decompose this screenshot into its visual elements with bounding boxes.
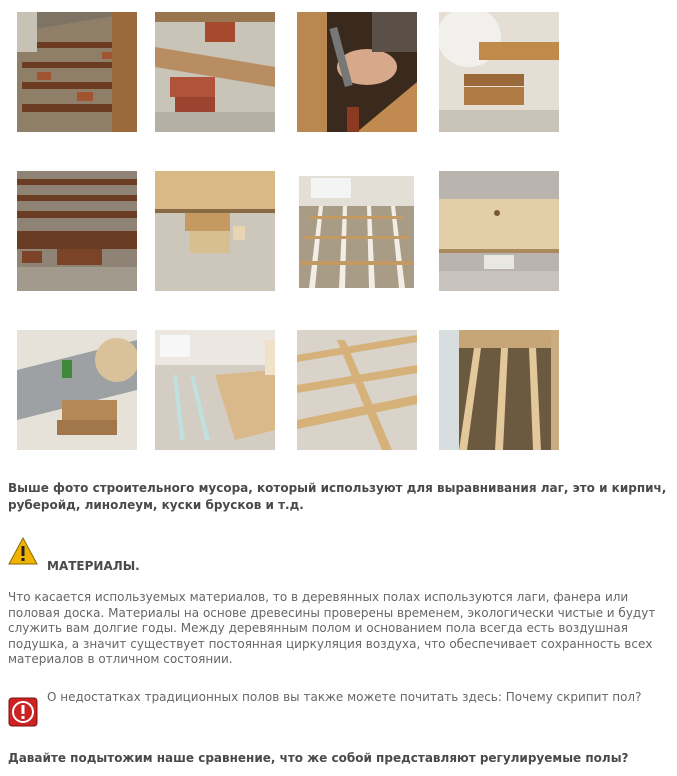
photo-wood-block-support [155, 171, 275, 291]
photo-adjustable-joists-room [299, 176, 414, 288]
summary-question: Давайте подытожим наше сравнение, что же собой представляют регулируемые полы? [8, 751, 629, 765]
photo-caption: Выше фото строительного мусора, который используют для выравнивания лаг, это и кирпич, руберойд, линолеум, куски брусков и т.д. [8, 481, 667, 512]
photo-hand-with-tool [297, 12, 417, 132]
traditional-floors-note: О недостатках традиционных полов вы также можете почитать здесь: Почему скрипит пол? [47, 690, 642, 704]
exclamation-icon [8, 697, 38, 727]
photo-wooden-frame [297, 330, 417, 450]
photo-level-on-joist [17, 330, 137, 450]
materials-heading: МАТЕРИАЛЫ. [47, 559, 140, 573]
photo-joists-by-window [439, 330, 559, 450]
photo-brick-floor-joists [17, 12, 137, 132]
photo-stacked-boards [439, 12, 559, 132]
materials-paragraph: Что касается используемых материалов, то в деревянных полах используются лаги, фанера или половая доска. Материалы на основе древесины проверены временем, экологически чистые и будут служить вам долгие годы. Между деревянным полом и основанием пола всегда есть воздушная подушка, а значит существует постоянная циркуляция воздуха, что обеспечивает сохранность всех материалов в отличном состоянии. [8, 590, 656, 666]
warning-triangle-icon [8, 537, 38, 565]
photo-bricks-under-joist [155, 12, 275, 132]
photo-beam-on-concrete [439, 171, 559, 291]
photo-plywood-on-joists [155, 330, 275, 450]
photo-joist-grid [17, 171, 137, 291]
